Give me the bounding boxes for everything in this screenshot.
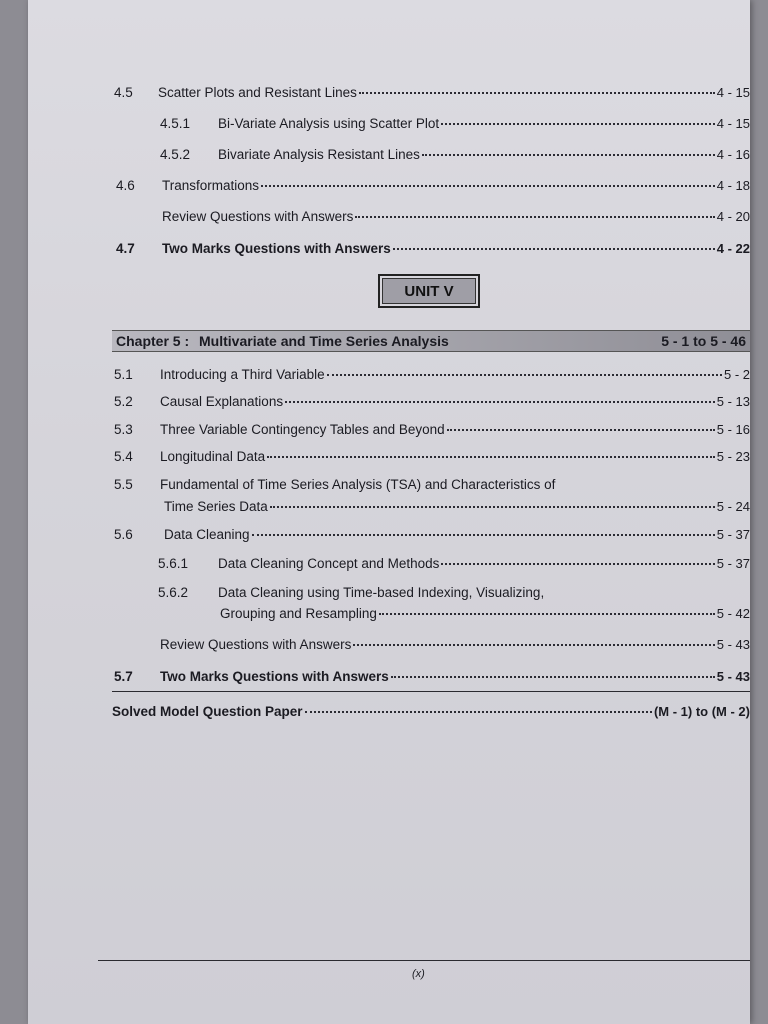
- page-reference: 5 - 37: [716, 527, 750, 542]
- page-reference: (M - 1) to (M - 2): [653, 704, 750, 719]
- section-number: 5.6: [114, 527, 133, 542]
- toc-entry-4-5: [114, 84, 750, 102]
- page-reference: 5 - 42: [716, 606, 750, 621]
- toc-entry-5-2: [114, 393, 750, 411]
- dot-leader: [393, 248, 715, 250]
- unit-heading: UNIT V: [382, 278, 476, 304]
- section-title: Causal Explanations: [160, 394, 284, 409]
- section-title: Three Variable Contingency Tables and Beyond: [160, 422, 445, 437]
- dot-leader: [355, 216, 714, 218]
- section-title: Data Cleaning Concept and Methods: [218, 556, 440, 571]
- section-number: 4.7: [116, 241, 135, 256]
- section-title: Transformations: [162, 178, 260, 193]
- toc-entry-4-5-1: [160, 115, 750, 133]
- toc-entry-5-1: [114, 366, 750, 384]
- dot-leader: [353, 644, 714, 646]
- page-reference: 4 - 20: [716, 209, 750, 224]
- section-title: Data Cleaning: [164, 527, 250, 542]
- dot-leader: [285, 401, 715, 403]
- dot-leader: [270, 506, 715, 508]
- section-number: 5.6.2: [158, 585, 189, 600]
- page-reference: 5 - 16: [716, 422, 750, 437]
- section-title: Grouping and Resampling: [220, 606, 377, 621]
- dot-leader: [261, 185, 715, 187]
- dot-leader: [267, 456, 715, 458]
- toc-entry-5-3: [114, 421, 750, 439]
- section-title: Longitudinal Data: [160, 449, 266, 464]
- toc-entry-5-5-line1: [114, 476, 750, 494]
- toc-entry-5-6-2-line1: [158, 584, 750, 602]
- toc-entry-review-5: [160, 636, 750, 654]
- section-title: Review Questions with Answers: [162, 209, 354, 224]
- toc-entry-5-6: [114, 526, 750, 544]
- section-title-line1: Fundamental of Time Series Analysis (TSA) and Characteristics of: [160, 477, 556, 492]
- dot-leader: [447, 429, 715, 431]
- section-number: 4.5.2: [160, 147, 191, 162]
- unit-heading-box: [378, 274, 480, 308]
- page-reference: 4 - 22: [716, 241, 750, 256]
- toc-entry-4-7: [116, 240, 750, 258]
- toc-entry-5-5: [164, 498, 750, 516]
- chapter-heading: [116, 333, 449, 349]
- dot-leader: [391, 676, 715, 678]
- dot-leader: [379, 613, 715, 615]
- dot-leader: [441, 563, 714, 565]
- section-divider: [112, 691, 750, 692]
- section-number: 4.5.1: [160, 116, 191, 131]
- section-number: 4.5: [114, 85, 133, 100]
- page-reference: 5 - 24: [716, 499, 750, 514]
- footer-rule: [98, 960, 750, 961]
- section-title: Solved Model Question Paper: [112, 704, 303, 719]
- page-reference: 5 - 2: [723, 367, 750, 382]
- page-reference: 5 - 43: [716, 669, 750, 684]
- section-title: Introducing a Third Variable: [160, 367, 325, 382]
- section-number: 5.6.1: [158, 556, 189, 571]
- dot-leader: [422, 154, 715, 156]
- section-number: 5.1: [114, 367, 133, 382]
- page-reference: 4 - 18: [716, 178, 750, 193]
- section-title: Bi-Variate Analysis using Scatter Plot: [218, 116, 440, 131]
- section-number: 5.4: [114, 449, 133, 464]
- section-title: Scatter Plots and Resistant Lines: [158, 85, 357, 100]
- page-reference: 5 - 37: [716, 556, 750, 571]
- section-number: 5.2: [114, 394, 133, 409]
- section-number: 5.7: [114, 669, 133, 684]
- section-number: 5.3: [114, 422, 133, 437]
- page-reference: 5 - 43: [716, 637, 750, 652]
- page-reference: 5 - 23: [716, 449, 750, 464]
- section-title-line1: Data Cleaning using Time-based Indexing, Visualizing,: [218, 585, 545, 600]
- page-reference: 4 - 15: [716, 85, 750, 100]
- toc-entry-solved-paper: [112, 703, 750, 721]
- chapter-label: Chapter 5 :: [116, 333, 190, 349]
- dot-leader: [252, 534, 715, 536]
- chapter-heading-bar: [112, 330, 750, 352]
- dot-leader: [359, 92, 715, 94]
- section-title: Two Marks Questions with Answers: [160, 669, 389, 684]
- section-title: Time Series Data: [164, 499, 268, 514]
- section-title: Bivariate Analysis Resistant Lines: [218, 147, 420, 162]
- page-reference: 5 - 13: [716, 394, 750, 409]
- toc-entry-review-4: [162, 208, 750, 226]
- toc-entry-5-6-2: [220, 605, 750, 623]
- page-folio: (x): [412, 968, 425, 980]
- book-page: [28, 0, 750, 1024]
- section-title: Two Marks Questions with Answers: [162, 241, 391, 256]
- section-number: 4.6: [116, 178, 135, 193]
- toc-entry-4-5-2: [160, 146, 750, 164]
- chapter-page-range: 5 - 1 to 5 - 46: [661, 333, 746, 349]
- dot-leader: [305, 711, 652, 713]
- toc-entry-5-4: [114, 448, 750, 466]
- toc-entry-5-7: [114, 668, 750, 686]
- section-title: Review Questions with Answers: [160, 637, 352, 652]
- chapter-title: Multivariate and Time Series Analysis: [199, 333, 449, 349]
- toc-entry-4-6: [116, 177, 750, 195]
- page-reference: 4 - 16: [716, 147, 750, 162]
- dot-leader: [441, 123, 715, 125]
- section-number: 5.5: [114, 477, 133, 492]
- dot-leader: [327, 374, 722, 376]
- toc-entry-5-6-1: [158, 555, 750, 573]
- page-reference: 4 - 15: [716, 116, 750, 131]
